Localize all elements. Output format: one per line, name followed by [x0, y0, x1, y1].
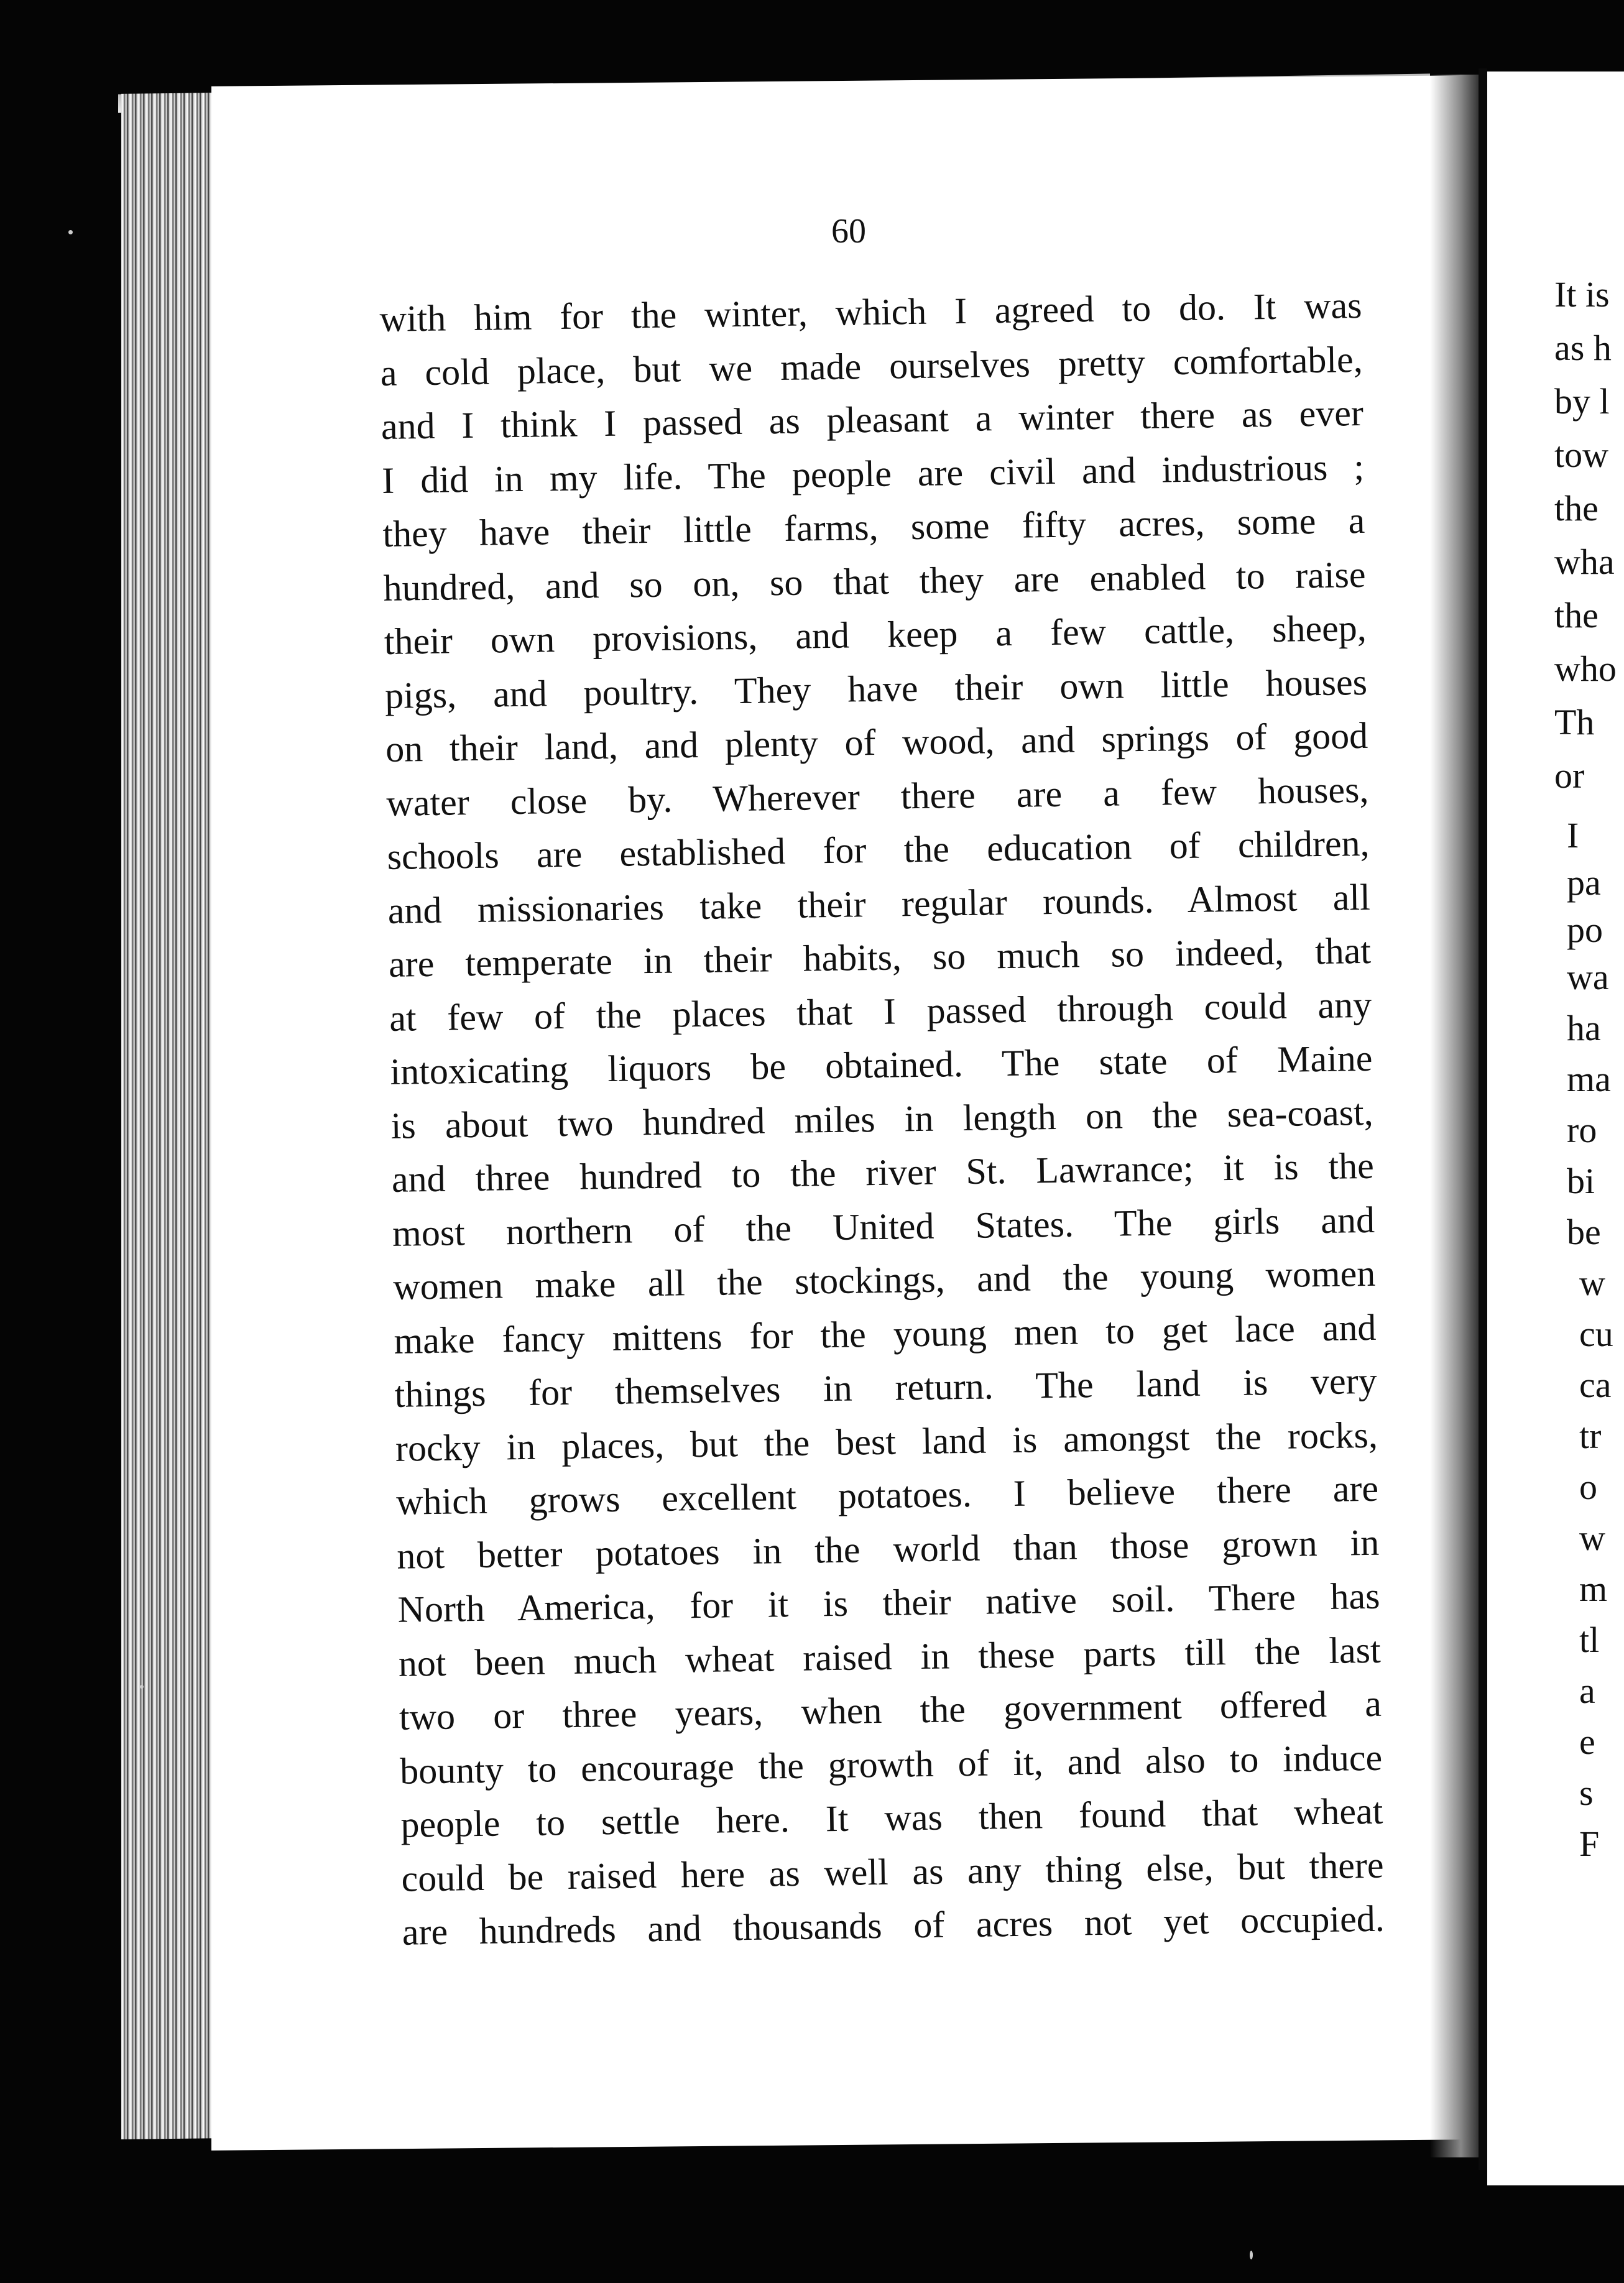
- text-line: North America, for it is their native soil. There has: [397, 1575, 1380, 1630]
- scan-speck: [140, 1685, 144, 1689]
- facing-text-fragment: e: [1579, 1722, 1595, 1762]
- facing-text-fragment: who: [1554, 648, 1617, 689]
- text-line: make fancy mittens for the young men to get lace and: [394, 1306, 1377, 1362]
- facing-text-fragment: as h: [1554, 328, 1612, 368]
- gutter-shadow: [1430, 75, 1486, 2157]
- text-line: which grows excellent potatoes. I believe there are: [395, 1467, 1379, 1523]
- text-line: water close by. Wherever there are a few houses,: [386, 768, 1369, 824]
- facing-text-fragment: cu: [1579, 1314, 1613, 1354]
- text-line: things for themselves in return. The land is very: [394, 1360, 1378, 1415]
- text-line: could be raised here as well as any thing else, but there: [401, 1844, 1384, 1899]
- scan-speck: [1250, 2251, 1253, 2259]
- text-line: on their land, and plenty of wood, and springs of good: [385, 714, 1368, 770]
- facing-text-fragment: s: [1579, 1773, 1594, 1813]
- text-line: intoxicating liquors be obtained. The state of Maine: [390, 1037, 1373, 1092]
- text-line: not better potatoes in the world than those grown in: [396, 1521, 1380, 1577]
- facing-text-fragment: F: [1579, 1824, 1600, 1864]
- text-line: not been much wheat raised in these parts till the last: [398, 1629, 1382, 1684]
- facing-text-fragment: ro: [1567, 1110, 1597, 1150]
- facing-text-fragment: tl: [1579, 1620, 1600, 1660]
- facing-text-fragment: ca: [1579, 1365, 1612, 1405]
- facing-text-fragment: ha: [1567, 1008, 1601, 1048]
- text-line: pigs, and poultry. They have their own little houses: [384, 661, 1368, 716]
- text-line: I did in my life. The people are civil and industrious ;: [381, 446, 1365, 501]
- text-line: are hundreds and thousands of acres not yet occupied.: [402, 1898, 1385, 1953]
- facing-text-fragment: the: [1554, 488, 1599, 528]
- text-line: a cold place, but we made ourselves pretty comfortable,: [380, 338, 1363, 394]
- text-line: and missionaries take their regular rounds. Almost all: [387, 876, 1371, 931]
- facing-text-fragment: the: [1554, 595, 1599, 635]
- facing-text-fragment: or: [1554, 755, 1585, 796]
- facing-text-fragment: wha: [1554, 542, 1615, 582]
- text-line: bounty to encourage the growth of it, and also to induce: [399, 1736, 1383, 1792]
- facing-text-fragment: ma: [1567, 1059, 1611, 1099]
- gutter-line: [1479, 68, 1487, 2170]
- text-line: they have their little farms, some fifty acres, some a: [382, 499, 1365, 555]
- body-text: [379, 279, 1385, 1959]
- text-line: two or three years, when the government offered a: [399, 1682, 1382, 1738]
- facing-text-fragment: tow: [1554, 435, 1608, 475]
- text-line: rocky in places, but the best land is amongst the rocks,: [395, 1414, 1378, 1469]
- text-line: with him for the winter, which I agreed to do. It was: [379, 284, 1362, 339]
- facing-text-fragment: Th: [1554, 702, 1595, 742]
- page-number: 60: [831, 212, 866, 251]
- facing-text-fragment: wa: [1567, 957, 1609, 997]
- facing-text-fragment: po: [1567, 910, 1603, 950]
- facing-text-fragment: by l: [1554, 381, 1610, 422]
- facing-text-fragment: bi: [1567, 1161, 1595, 1201]
- text-line: people to settle here. It was then found that wheat: [400, 1790, 1383, 1845]
- facing-text-fragment: It is: [1554, 274, 1610, 315]
- facing-text-fragment: be: [1567, 1212, 1601, 1252]
- text-line: and I think I passed as pleasant a winter there as ever: [381, 392, 1364, 447]
- facing-text-fragment: m: [1579, 1569, 1608, 1609]
- text-line: women make all the stockings, and the young women: [392, 1252, 1376, 1308]
- facing-text-fragment: w: [1579, 1518, 1605, 1558]
- facing-text-fragment: pa: [1567, 862, 1601, 903]
- scan-speck: [68, 230, 73, 234]
- page-edge-stack: [121, 93, 221, 2139]
- text-line: most northern of the United States. The girls and: [392, 1199, 1375, 1254]
- text-line: and three hundred to the river St. Lawrance; it is the: [391, 1145, 1375, 1200]
- text-line: schools are established for the education of children,: [387, 822, 1370, 877]
- text-line: are temperate in their habits, so much so indeed, that: [388, 929, 1372, 985]
- text-line: their own provisions, and keep a few cattle, sheep,: [384, 607, 1367, 662]
- facing-text-fragment: o: [1579, 1467, 1597, 1507]
- text-line: hundred, and so on, so that they are enabled to raise: [383, 553, 1366, 609]
- text-line: is about two hundred miles in length on the sea-coast,: [390, 1091, 1374, 1146]
- facing-page-text: [1554, 274, 1624, 2114]
- text-line: at few of the places that I passed through could any: [389, 984, 1372, 1039]
- facing-text-fragment: a: [1579, 1671, 1595, 1711]
- facing-text-fragment: w: [1579, 1263, 1605, 1303]
- facing-text-fragment: I: [1567, 815, 1579, 856]
- facing-text-fragment: tr: [1579, 1416, 1602, 1456]
